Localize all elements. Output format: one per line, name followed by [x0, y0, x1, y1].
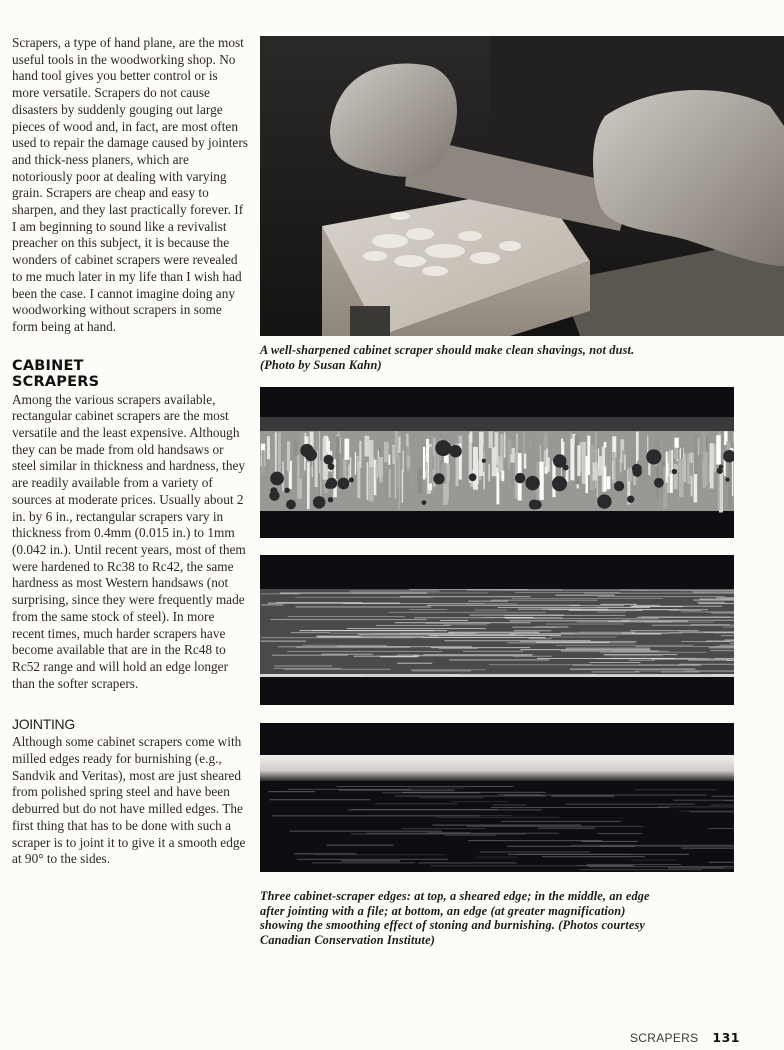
- heading-line: CABINET: [12, 357, 84, 374]
- heading-cabinet-scrapers: [12, 358, 248, 390]
- caption-line: showing the smoothing effect of stoning and burnishing. (Photos courtesy: [260, 918, 646, 932]
- caption-line: Three cabinet-scraper edges: at top, a sheared edge; in the middle, an edge: [260, 889, 650, 903]
- photo-scraper-shavings: [260, 36, 784, 336]
- photo-jointed-edge: [260, 555, 734, 705]
- heading-jointing: JOINTING: [12, 716, 75, 733]
- jointing-paragraph: Although some cabinet scrapers come with milled edges ready for burnishing (e.g., Sandvik and Veritas), most are just sheared from polished spring steel and have been deburred but do not have milled edges. The first thing that has to be done with such a scraper is to joint it to give it a smooth edge at 90° to the sides.: [12, 734, 246, 867]
- body-text-column: [12, 35, 248, 868]
- burnished-edge-texture: [260, 723, 734, 872]
- sheared-edge-texture: [260, 387, 734, 538]
- photo-sheared-edge: [260, 387, 734, 538]
- page-number: 131: [712, 1030, 740, 1045]
- heading-line: SCRAPERS: [12, 373, 100, 390]
- caption-line: A well-sharpened cabinet scraper should make clean shavings, not dust.: [260, 343, 635, 357]
- page-footer: [630, 1030, 740, 1045]
- cabinet-scrapers-paragraph: Among the various scrapers available, rectangular cabinet scrapers are the most versatile and the least expensive. Although they can be made from old handsaws or steel similar in thickness and hardness, they are readily available from a variety of sources at moderate prices. Usually about 2 in. by 6 in., rectangular scrapers vary in thickness from 0.4mm (0.015 in.) to 1mm (0.042 in.). Until recent years, most of them were hardened to Rc38 to Rc42, the same hardness as most Western handsaws (not surprising, since they were frequently made from the same stock of steel). In more recent times, much harder scrapers have become available that are in the Rc48 to Rc52 range and will hold an edge longer than the softer scrapers.: [12, 391, 246, 691]
- caption-line: (Photo by Susan Kahn): [260, 357, 382, 372]
- intro-paragraph: Scrapers, a type of hand plane, are the most useful tools in the woodworking shop. No hand tool gives you better control or is more versatile. Scrapers do not cause disasters by suddenly gouging out large pieces of wood and, in fact, are most often used to repair the damage caused by jointers and thick-ness planers, which are notoriously poor at dealing with varying grain. Scrapers are cheap and easy to sharpen, and they last practically forever. If I am beginning to sound like a revivalist preacher on this subject, it is because the wonders of cabinet scrapers were revealed to me much later in my life than I wish had been the case. I cannot imagine doing any woodworking without scrapers in some form being at hand.: [12, 35, 248, 334]
- photo-burnished-edge: [260, 723, 734, 872]
- caption-line: after jointing with a file; at bottom, an edge (at greater magnification): [260, 903, 626, 918]
- caption-line: Canadian Conservation Institute): [260, 932, 435, 947]
- photo-illustration: [260, 36, 784, 336]
- top-photo-caption: [260, 343, 760, 372]
- running-footer-section: SCRAPERS: [629, 1031, 699, 1045]
- edges-figure-caption: [260, 889, 760, 947]
- jointed-edge-texture: [260, 555, 734, 705]
